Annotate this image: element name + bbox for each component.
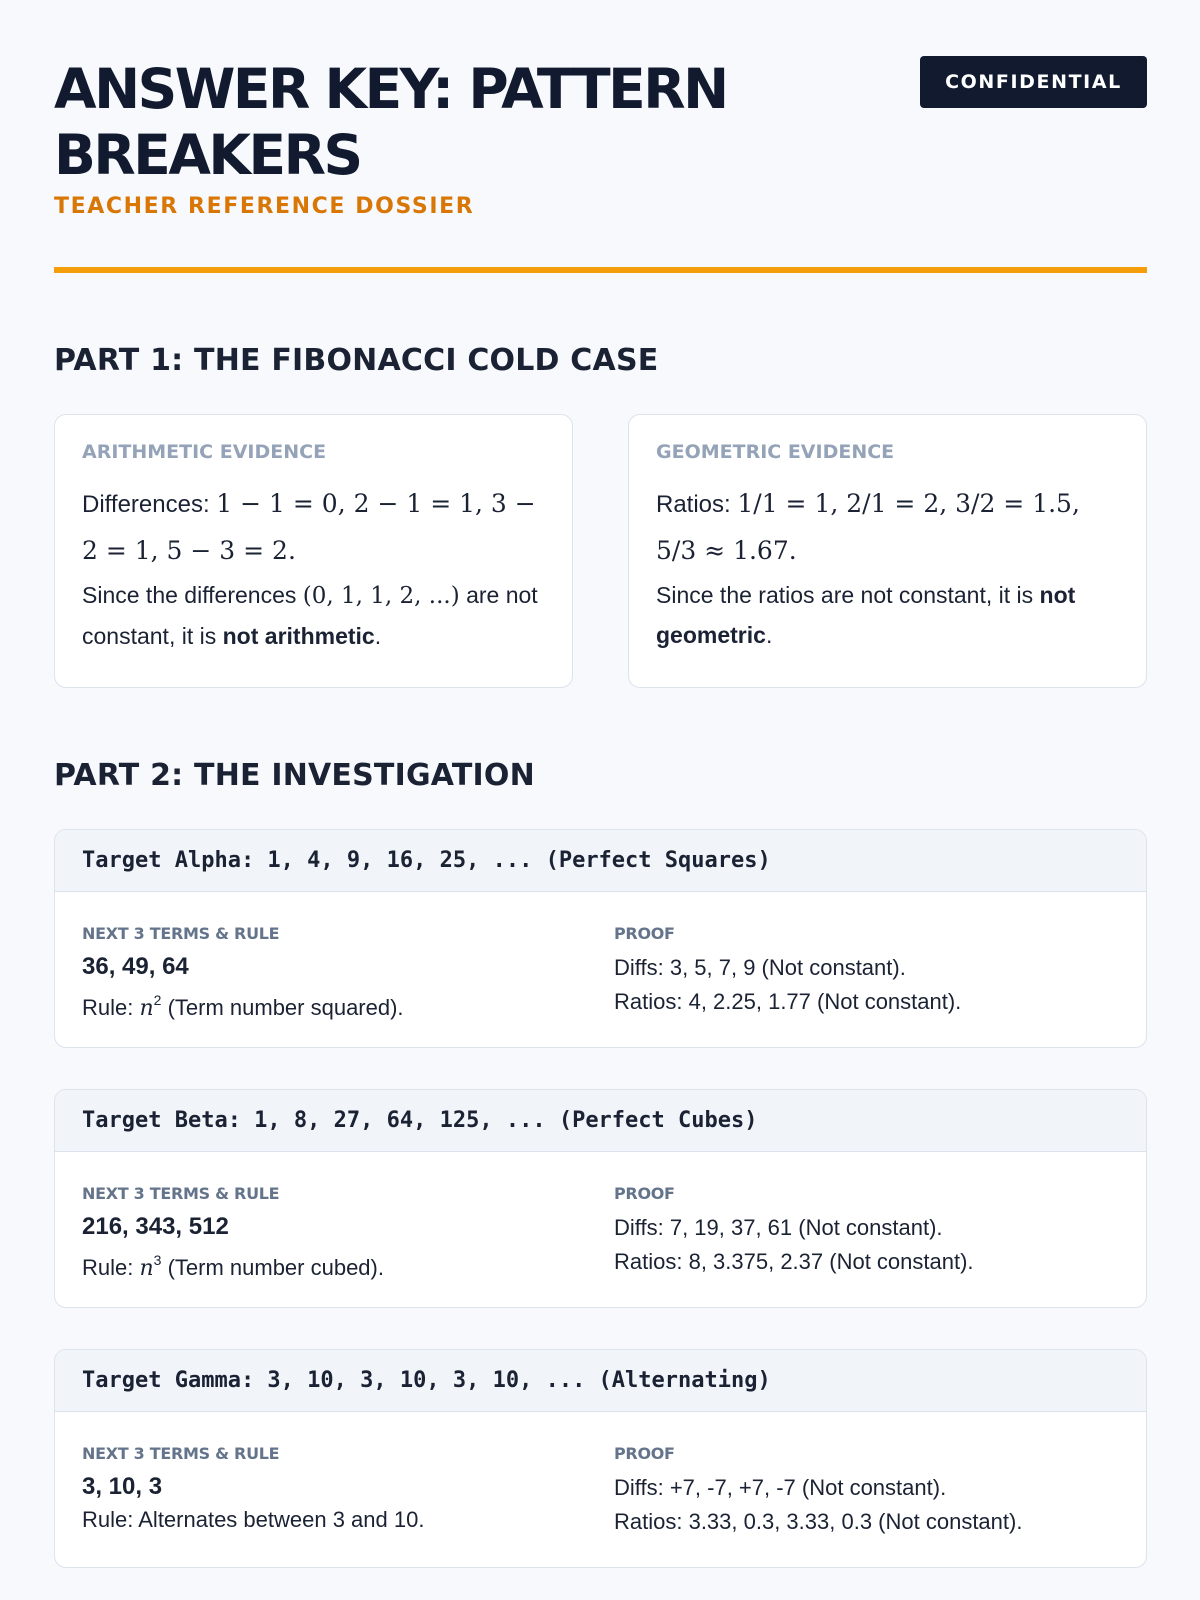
arithmetic-math: 1 − 1 = 0, 2 − 1 = 1, 3 − 2 = 1, 5 − 3 = 2. — [82, 489, 536, 565]
target-gamma-body — [55, 1412, 1146, 1568]
arithmetic-text-before: Since the differences — [82, 582, 303, 608]
header-divider — [54, 267, 1147, 273]
target-beta-terms: 216, 343, 512 — [82, 1213, 229, 1240]
target-gamma-terms: 3, 10, 3 — [82, 1473, 163, 1500]
target-gamma-rule: Rule: Alternates between 3 and 10. — [82, 1507, 425, 1532]
target-gamma-heading: Target Gamma: 3, 10, 3, 10, 3, 10, ... (Alternating) — [55, 1350, 1146, 1412]
next-terms-label: NEXT 3 TERMS & RULE — [82, 1444, 280, 1463]
target-alpha-next-terms — [82, 924, 582, 1026]
arithmetic-evidence-card — [54, 414, 573, 688]
arithmetic-conclusion — [82, 575, 545, 656]
target-beta-diffs: Diffs: 7, 19, 37, 61 (Not constant). — [614, 1215, 943, 1240]
geometric-conclusion — [656, 575, 1119, 655]
part2-title: PART 2: THE INVESTIGATION — [54, 758, 535, 793]
rule-suffix: (Term number cubed). — [161, 1255, 384, 1280]
target-beta-proof — [614, 1184, 1134, 1279]
confidential-badge: CONFIDENTIAL — [920, 56, 1147, 108]
geometric-math: 1/1 = 1, 2/1 = 2, 3/2 = 1.5, 5/3 ≈ 1.67. — [656, 489, 1080, 565]
target-alpha-body — [55, 892, 1146, 1048]
target-beta-heading: Target Beta: 1, 8, 27, 64, 125, ... (Perfect Cubes) — [55, 1090, 1146, 1152]
proof-label: PROOF — [614, 1444, 675, 1463]
rule-prefix: Rule: — [82, 1255, 140, 1280]
target-gamma-ratios: Ratios: 3.33, 0.3, 3.33, 0.3 (Not constant). — [614, 1509, 1023, 1534]
next-terms-label: NEXT 3 TERMS & RULE — [82, 924, 280, 943]
target-alpha-diffs: Diffs: 3, 5, 7, 9 (Not constant). — [614, 955, 906, 980]
target-alpha-heading: Target Alpha: 1, 4, 9, 16, 25, ... (Perfect Squares) — [55, 830, 1146, 892]
target-alpha-ratios: Ratios: 4, 2.25, 1.77 (Not constant). — [614, 989, 962, 1014]
target-beta-next-terms — [82, 1184, 582, 1286]
rule-variable: n — [139, 1256, 154, 1281]
arithmetic-text-end: . — [374, 623, 382, 649]
arithmetic-verdict: not arithmetic — [222, 623, 375, 649]
target-alpha-card — [54, 829, 1147, 1048]
part1-title: PART 1: THE FIBONACCI COLD CASE — [54, 343, 659, 378]
arithmetic-text-math: (0, 1, 1, 2, ...) — [302, 583, 460, 609]
rule-exponent: 2 — [153, 992, 162, 1008]
arithmetic-prefix: Differences: — [82, 491, 217, 518]
rule-exponent: 3 — [153, 1252, 162, 1268]
target-beta-body — [55, 1152, 1146, 1308]
geometric-evidence-card — [628, 414, 1147, 688]
arithmetic-evidence-label: ARITHMETIC EVIDENCE — [82, 441, 327, 463]
proof-label: PROOF — [614, 1184, 675, 1203]
rule-prefix: Rule: — [82, 995, 140, 1020]
target-beta-rule — [82, 1243, 582, 1286]
next-terms-label: NEXT 3 TERMS & RULE — [82, 1184, 280, 1203]
target-gamma-card — [54, 1349, 1147, 1568]
arithmetic-differences — [82, 481, 545, 575]
target-gamma-diffs: Diffs: +7, -7, +7, -7 (Not constant). — [614, 1475, 947, 1500]
geometric-text-end: . — [765, 622, 773, 648]
geometric-ratios — [656, 481, 1119, 575]
geometric-prefix: Ratios: — [656, 491, 738, 518]
target-beta-card — [54, 1089, 1147, 1308]
target-beta-ratios: Ratios: 8, 3.375, 2.37 (Not constant). — [614, 1249, 974, 1274]
target-alpha-terms: 36, 49, 64 — [82, 953, 189, 980]
target-gamma-proof — [614, 1444, 1134, 1539]
document-title: ANSWER KEY: PATTERN BREAKERS — [54, 57, 727, 187]
arithmetic-text-mid: are not constant, it is — [82, 582, 538, 649]
document-subtitle: TEACHER REFERENCE DOSSIER — [54, 194, 475, 219]
target-alpha-proof — [614, 924, 1134, 1019]
geometric-evidence-label: GEOMETRIC EVIDENCE — [656, 441, 895, 463]
geometric-verdict: not geometric — [656, 582, 1076, 648]
target-alpha-rule — [82, 983, 582, 1026]
document-header — [54, 56, 1147, 276]
rule-suffix: (Term number squared). — [161, 995, 404, 1020]
proof-label: PROOF — [614, 924, 675, 943]
rule-variable: n — [139, 996, 154, 1021]
target-gamma-next-terms — [82, 1444, 582, 1537]
geometric-text-mid: Since the ratios are not constant, it is — [656, 582, 1040, 608]
